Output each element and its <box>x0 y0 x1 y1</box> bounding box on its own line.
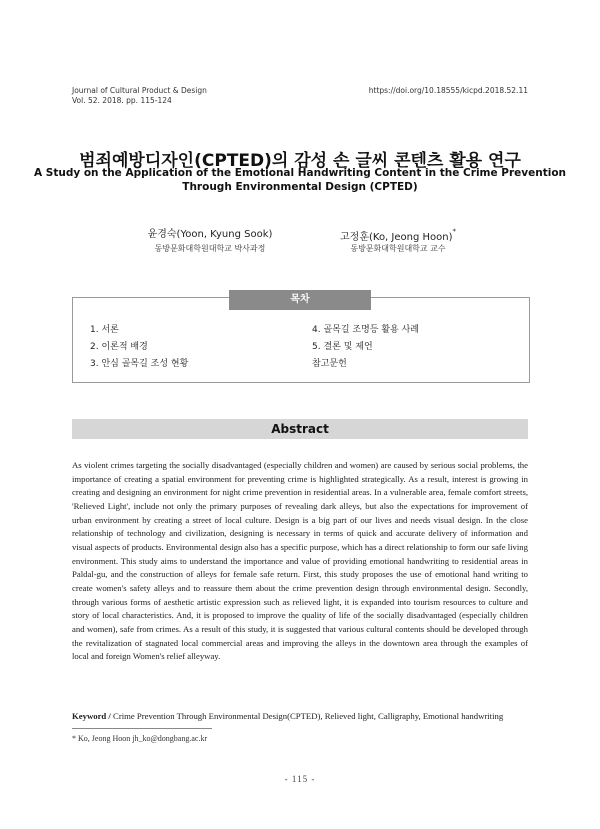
toc-item[interactable]: 3. 안심 골목길 조성 현황 <box>90 359 189 369</box>
toc-item[interactable]: 5. 결론 및 제언 <box>312 342 373 352</box>
toc-item[interactable]: 참고문헌 <box>312 359 347 369</box>
author-block-1 <box>130 225 290 240</box>
toc-item[interactable]: 1. 서론 <box>90 325 119 335</box>
keyword-text: Crime Prevention Through Environmental Design(CPTED), Relieved light, Calligraphy, Emotional handwriting <box>113 711 504 721</box>
footnote-divider <box>72 728 212 729</box>
abstract-heading: Abstract <box>72 419 528 439</box>
author-affiliation: 동방문화대학원대학교 교수 <box>350 244 446 253</box>
keyword-line <box>72 711 542 721</box>
page-number: - 115 - <box>284 774 316 784</box>
author-affiliation-1 <box>130 243 290 254</box>
footnote: * Ko, Jeong Hoon jh_ko@dongbang.ac.kr <box>72 734 208 743</box>
abstract-body: As violent crimes targeting the socially disadvantaged (especially children and women) are caused by serious social problems, the importance of creating a spatial environment for preventing crime is highlighted strategically. As a result, interest is growing in creating and designing an environment for night crime prevention in residential areas. In a vulnerable area, female comfort streets, 'Relieved Light', include not only the primary purposes of revealing dark alleys, but also the expectations for improvement of urban environment by creating a street of local culture. Design is a big part of our lives and needs visual design. In the close relationship of technology and civilization, designing is necessary in terms of quick and accurate delivery of information and visual aspects of products. Environmental design also has a specific purpose, which has a direct relationship to form our safe living environment. This study aims to understand the importance and value of providing emotional handwriting to residential areas in Paldal-gu, and the construction of alleys for female safe return. First, this study proposes the use of emotional hand writing to create women's safety alleys and to reassure them about the crime prevention design through environmental design. Secondly, through various forms of aesthetic artistic expression such as relieved light, it is expanded into tourism resources to culture and story of local characteristics. And, it is proposed to improve the quality of life of the socially disadvantaged (especially children and women), safe from crimes. As a result of this study, it is suggested that various cultural contents should be developed through the revitalization of stagnated local commercial areas and improving the alleys in the downtown area through the examples of local and foreign Women's relief alleyway. <box>72 460 528 662</box>
author-affiliation: 동방문화대학원대학교 박사과정 <box>154 244 266 253</box>
volume-info: Vol. 52. 2018. pp. 115-124 <box>72 96 172 105</box>
paper-title-english-line1: A Study on the Application of the Emotional Handwriting Content in the Crime Prevention <box>33 167 567 179</box>
journal-name: Journal of Cultural Product & Design <box>72 86 207 95</box>
author-affiliation-2 <box>318 243 478 254</box>
author-name: 고정훈(Ko, Jeong Hoon) <box>340 232 453 243</box>
paper-title-korean: 범죄예방디자인(CPTED)의 감성 손 글씨 콘텐츠 활용 연구 <box>79 151 521 171</box>
paper-title-english-line2: Through Environmental Design (CPTED) <box>182 181 418 193</box>
author-name: 윤경숙(Yoon, Kyung Sook) <box>147 229 273 240</box>
toc-title: 목차 <box>229 290 371 310</box>
toc-item[interactable]: 4. 골목길 조명등 활용 사례 <box>312 325 419 335</box>
keyword-label: Keyword / <box>72 711 111 721</box>
doi-link[interactable]: https://doi.org/10.18555/kicpd.2018.52.11 <box>368 86 528 95</box>
toc-item[interactable]: 2. 이론적 배경 <box>90 342 148 352</box>
corresponding-marker: * <box>452 227 456 236</box>
author-block-2 <box>318 225 478 244</box>
